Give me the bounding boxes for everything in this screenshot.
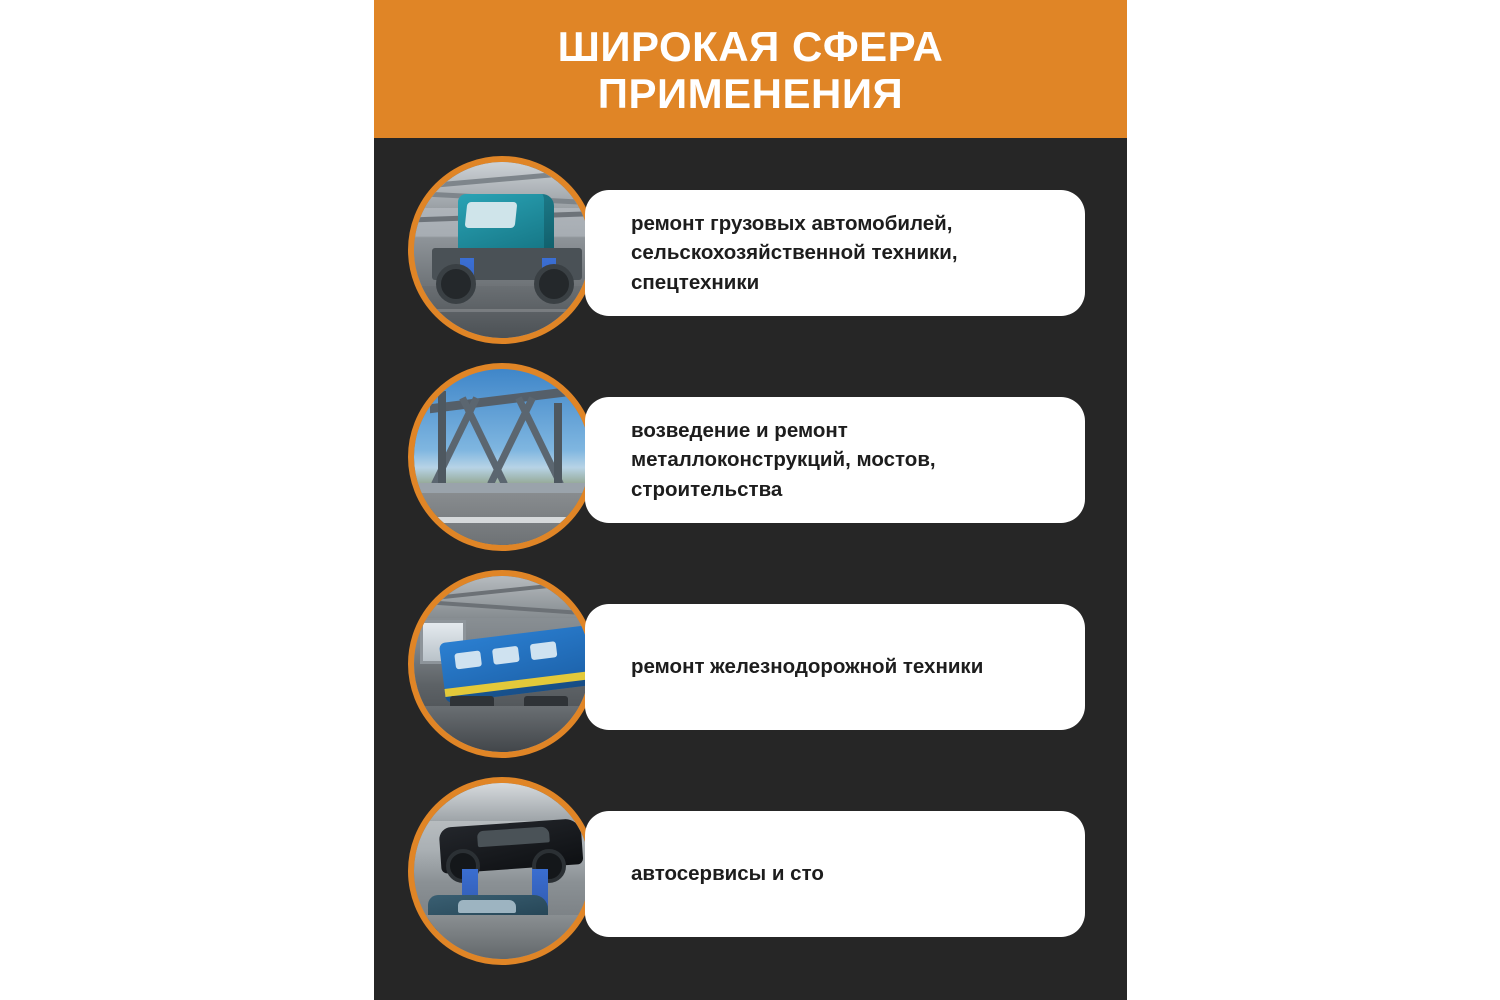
list-item xyxy=(374,570,1127,758)
truck-repair-illustration xyxy=(414,162,590,338)
list-item xyxy=(374,156,1127,344)
car-service-illustration xyxy=(414,783,590,959)
list-item-label: ремонт железнодорожной техники xyxy=(631,655,984,679)
list-item xyxy=(374,363,1127,551)
list-item xyxy=(374,777,1127,965)
item-thumbnail-steel-bridge xyxy=(408,363,596,551)
page-title: ШИРОКАЯ СФЕРА ПРИМЕНЕНИЯ xyxy=(557,22,944,117)
item-card xyxy=(585,397,1085,523)
list-item-label: ремонт грузовых автомобилей, сельскохозяйственной техники, спецтехники xyxy=(631,212,958,294)
railway-repair-illustration xyxy=(414,576,590,752)
item-thumbnail-truck-repair xyxy=(408,156,596,344)
item-card xyxy=(585,190,1085,316)
item-thumbnail-car-service xyxy=(408,777,596,965)
application-areas-list xyxy=(374,138,1127,1000)
steel-bridge-illustration xyxy=(414,369,590,545)
poster-header xyxy=(374,0,1127,138)
list-item-label: автосервисы и сто xyxy=(631,862,824,886)
poster-panel xyxy=(374,0,1127,1000)
item-card xyxy=(585,604,1085,730)
item-thumbnail-railway-repair xyxy=(408,570,596,758)
list-item-label: возведение и ремонт металлоконструкций, мостов, строительства xyxy=(631,419,936,501)
item-card xyxy=(585,811,1085,937)
